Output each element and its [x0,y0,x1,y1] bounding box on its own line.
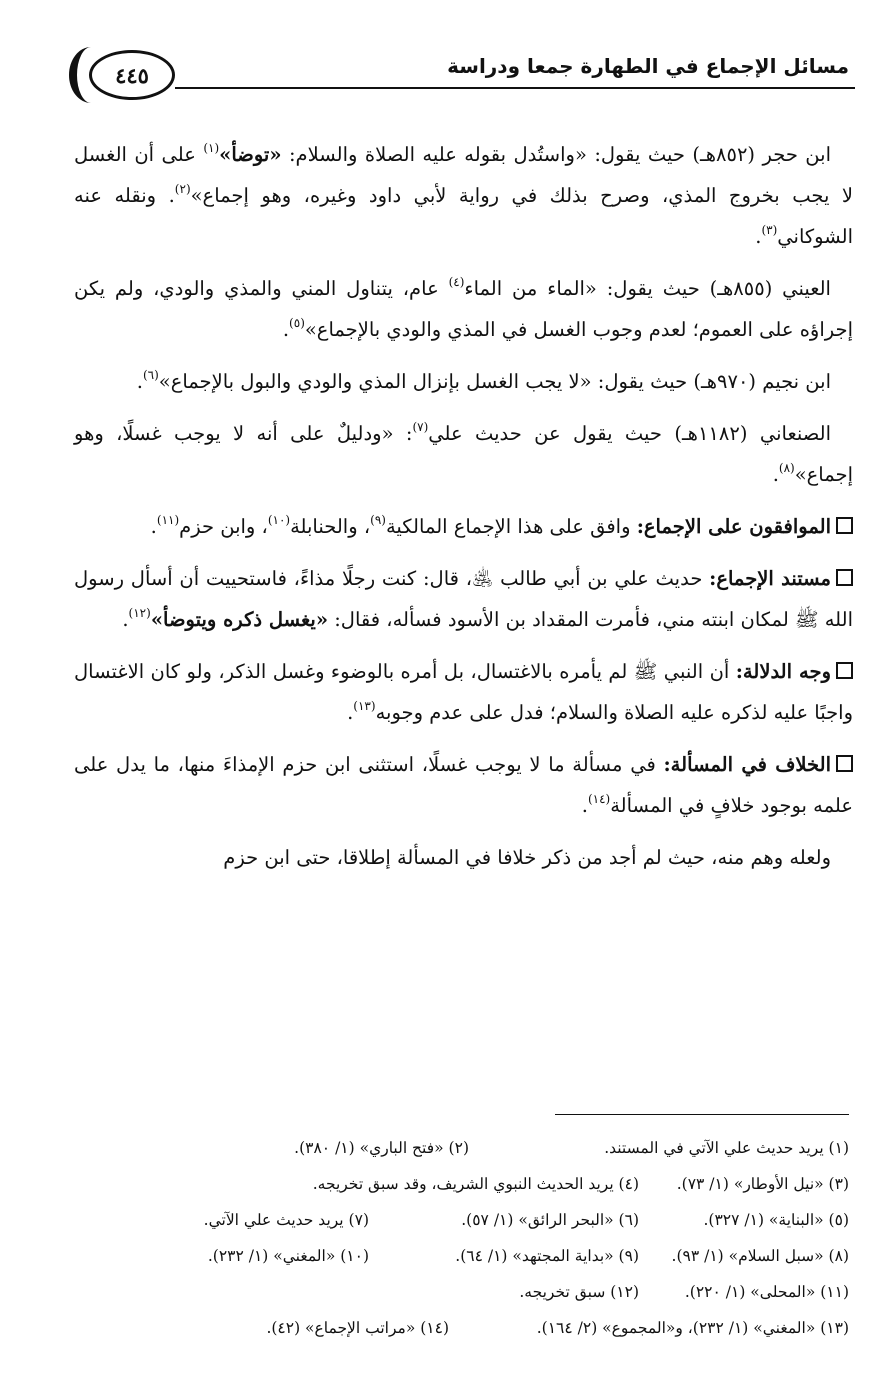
paragraph-al-sanani [74,413,853,495]
square-bullet-icon [836,662,853,679]
footnote-ref: (١٤) [587,792,611,806]
running-title: مسائل الإجماع في الطهارة جمعا ودراسة [447,54,849,78]
footnote-ref: (٨) [778,461,795,475]
text-run: عام، يتناول المني والمذي والودي، ولم يكن إجراؤه على العموم؛ لعدم وجوب الغسل في المذي والودي بالإجماع» [74,277,853,341]
footnote-ref: (١١) [156,513,180,527]
footnote: (٤) يريد الحديث النبوي الشريف، وقد سبق تخريجه. [312,1175,639,1193]
footnote-ref: (٤) [448,275,465,289]
paragraph-al-ayni [74,268,853,350]
text-run: . [755,225,762,248]
text-run: . [136,370,143,393]
footnote-ref: (١٣) [353,699,376,713]
main-text [74,134,853,889]
footnote-row [40,1274,849,1310]
hadith-quote: «يغسل ذكره ويتوضأ» [150,608,329,631]
text-run: ابن حجر (٨٥٢هـ) حيث يقول: «واستُدل بقوله عليه الصلاة والسلام: [281,143,831,166]
footnote: (٣) «نيل الأوطار» (١/ ٧٣). [676,1175,849,1193]
footnote-ref: (١٠) [267,513,291,527]
section-label: الموافقون على الإجماع: [636,515,831,538]
text-run: وافق على هذا الإجماع المالكية [385,515,637,538]
text-run: . [772,463,779,486]
text-run: أن النبي ﷺ لم يأمره بالاغتسال، بل أمره بالوضوء وغسل الذكر، ولو كان الاغتسال واجبًا عليه لذكره عليه الصلاة والسلام؛ فدل على عدم وجوبه [74,660,853,724]
text-run: ، والحنابلة [290,515,371,538]
footnote: (١٢) سبق تخريجه. [519,1283,639,1301]
text-run: ، وابن حزم [179,515,268,538]
footnote-ref: (١٢) [128,606,151,620]
paragraph-conclusion [74,837,853,878]
footnote: (١) يريد حديث علي الآتي في المستند. [604,1139,849,1157]
text-run: حديث علي بن أبي طالب ﵁، قال: كنت رجلًا مذاءً، فاستحييت أن أسأل رسول الله ﷺ لمكان ابنته مني، فأمرت المقداد بن الأسود فسأله، فقال: [74,567,853,631]
footnote-row [40,1310,849,1346]
text-run: ابن نجيم (٩٧٠هـ) حيث يقول: «لا يجب الغسل بإنزال المذي والودي والبول بالإجماع» [158,370,831,393]
text-run: . [122,608,129,631]
footnote-ref: (٣) [761,223,778,237]
footnotes [40,1130,849,1346]
section-label: وجه الدلالة: [735,660,831,683]
text-run: ولعله وهم منه، حيث لم أجد من ذكر خلافا في المسألة إطلاقا، حتى ابن حزم [223,846,831,869]
footnote: (١٠) «المغني» (١/ ٢٣٢). [207,1247,369,1265]
page-header [75,38,855,108]
footnote-ref: (٦) [142,368,159,382]
paragraph-consensus-basis [74,558,853,640]
header-rule [175,87,855,89]
text-run: . [347,701,354,724]
hadith-quote: «توضأ» [219,143,282,166]
square-bullet-icon [836,517,853,534]
footnote-row [40,1166,849,1202]
text-run: : «ودليلٌ على أنه لا يوجب غسلًا، وهو إجماع» [74,422,853,486]
footnote: (١٣) «المغني» (١/ ٢٣٢)، و«المجموع» (٢/ ١٦٤). [536,1319,849,1337]
text-run: . ونقله عنه الشوكاني [74,184,853,248]
page-number: ٤٤٥ [89,50,175,100]
footnote: (٧) يريد حديث علي الآتي. [203,1211,369,1229]
footnote: (٦) «البحر الرائق» (١/ ٥٧). [461,1211,639,1229]
footnote-row [40,1202,849,1238]
section-label: مستند الإجماع: [709,567,831,590]
footnote: (٨) «سبل السلام» (١/ ٩٣). [671,1247,849,1265]
footnote-ref: (٩) [370,513,386,527]
paragraph-ibn-nujaym [74,361,853,402]
paragraph-ibn-hajar [74,134,853,257]
footnote-separator [555,1114,849,1115]
text-run: . [581,794,588,817]
footnote-ref: (٥) [289,316,305,330]
section-label: الخلاف في المسألة: [663,753,831,776]
footnote: (٥) «البناية» (١/ ٣٢٧). [703,1211,849,1229]
footnote: (٩) «بداية المجتهد» (١/ ٦٤). [455,1247,639,1265]
square-bullet-icon [836,569,853,586]
text-run: العيني (٨٥٥هـ) حيث يقول: «الماء من الماء [464,277,831,300]
footnote: (١٤) «مراتب الإجماع» (٤٢). [266,1319,449,1337]
paragraph-evidence [74,651,853,733]
text-run: . [282,318,290,341]
text-run: على أن الغسل لا يجب بخروج المذي، وصرح بذلك في رواية لأبي داود وغيره، وهو إجماع» [74,143,853,207]
footnote-ref: (٧) [412,420,429,434]
footnote-row [40,1238,849,1274]
footnote: (١١) «المحلى» (١/ ٢٢٠). [684,1283,849,1301]
text-run: . [150,515,157,538]
footnote-ref: (٢) [174,182,191,196]
footnote-row [40,1130,849,1166]
footnote: (٢) «فتح الباري» (١/ ٣٨٠). [294,1139,469,1157]
text-run: الصنعاني (١١٨٢هـ) حيث يقول عن حديث علي [428,422,832,445]
footnote-ref: (١) [203,141,220,155]
text-run: في مسألة ما لا يوجب غسلًا، استثنى ابن حزم الإمذاءَ منها، ما يدل على علمه بوجود خلافٍ في المسألة [74,753,853,817]
square-bullet-icon [836,755,853,772]
paragraph-disagreement [74,744,853,826]
paragraph-agreeing-scholars [74,506,853,547]
